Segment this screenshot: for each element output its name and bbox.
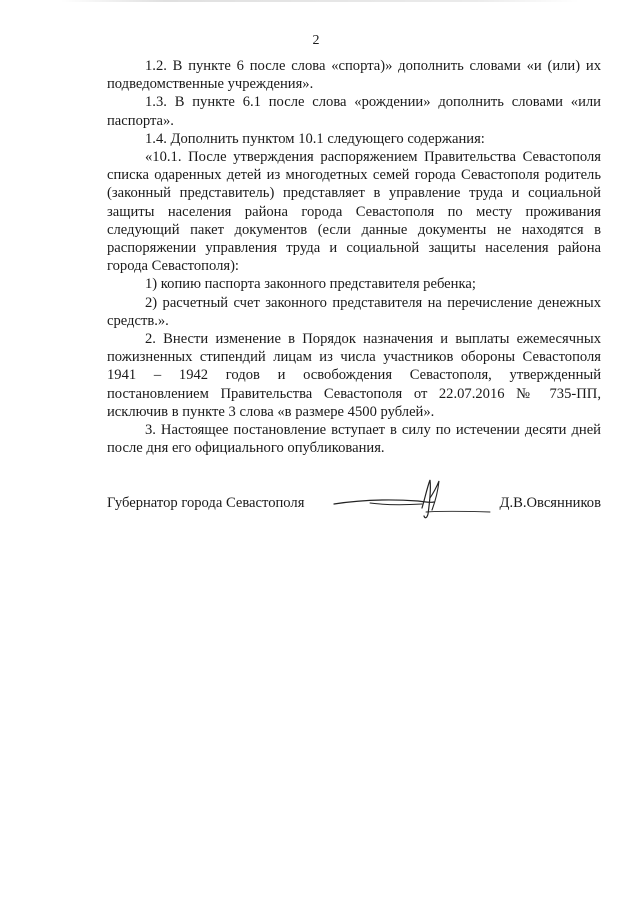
document-body — [107, 57, 601, 457]
paragraph-1-2: 1.2. В пункте 6 после слова «спорта)» дополнить словами «и (или) их подведомственные учреждения». — [107, 58, 601, 93]
paragraph-1-3: 1.3. В пункте 6.1 после слова «рождении» дополнить словами «или паспорта». — [107, 94, 601, 129]
paragraph-2: 2. Внести изменение в Порядок назначения и выплаты ежемесячных пожизненных стипендий лицам из числа участников обороны Севастополя 1941 – 1942 годов и освобождения Севастополя, утвержденный постановлением Правительства Севастополя от 22.07.2016 № 735-ПП, исключив в пункте 3 слова «в размере 4500 рублей». — [107, 331, 601, 420]
paragraph-1-4: 1.4. Дополнить пунктом 10.1 следующего содержания: — [145, 130, 485, 147]
signature-block — [107, 495, 601, 517]
scan-edge-line — [60, 0, 580, 2]
list-item-2: 2) расчетный счет законного представителя на перечисление денежных средств.». — [107, 294, 601, 329]
page-number: 2 — [312, 33, 320, 48]
list-item-1: 1) копию паспорта законного представителя ребенка; — [145, 276, 476, 293]
paragraph-10-1: «10.1. После утверждения распоряжением Правительства Севастополя списка одаренных детей из многодетных семей города Севастополя родитель (законный представитель) представляет в управление труда и социальной защиты населения района города Севастополя по месту проживания следующий пакет документов (если данные документы не находятся в распоряжении управления труда и социальной защиты населения района города Севастополя): — [107, 149, 601, 275]
signatory-position: Губернатор города Севастополя — [107, 495, 305, 511]
paragraph-3: 3. Настоящее постановление вступает в силу по истечении десяти дней после дня его официального опубликования. — [107, 422, 601, 457]
signatory-name: Д.В.Овсянников — [499, 495, 601, 511]
